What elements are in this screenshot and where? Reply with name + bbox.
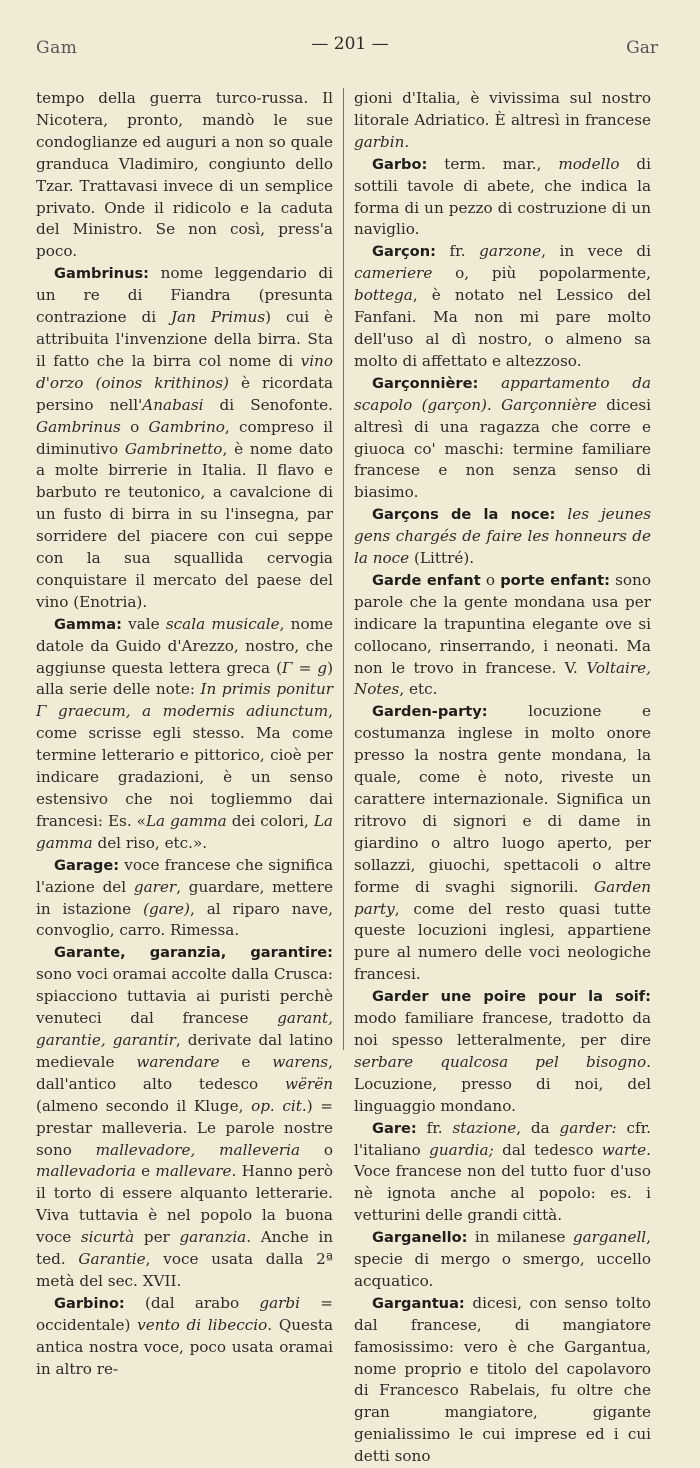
- entry-garcons-de-la-noce: Garçons de la noce: les jeunes gens chargés de faire les honneurs de la noce (Littré).: [354, 505, 652, 568]
- entry-garage: Garage: voce francese che significa l'azione del garer, guardare, mettere in istazione (gare), al riparo nave, convoglio, carro. Rimessa.: [36, 855, 333, 940]
- page-header: [0, 34, 700, 62]
- entry-gambrinus: Gambrinus: nome leggendario di un re di Fiandra (presunta contrazione di Jan Primus) cui è attribuita l'invenzione della birra. Sta il fatto che la birra col nome di vino d'orzo (oinos krithinos) è ricordata persino nell'Anabasi di Senofonte. Gambrinus o Gambrino, compreso il diminutivo Gambrinetto, è nome dato a molte birrerie in Italia. Il flavo e barbuto re teutonico, a cavalcione di un fusto di birra in su l'insegna, par sorridere del piacere con cui seppe con la sua squallida cervogia conquistare il mercato del paese del vino (Enotria).: [36, 264, 333, 611]
- headword: Garage:: [54, 856, 120, 874]
- header-right-guide: Gar: [626, 38, 658, 58]
- headword: Garder une poire pour la soif:: [372, 988, 651, 1006]
- left-column: [36, 88, 333, 1380]
- entry-continuation: tempo della guerra turco-russa. Il Nicotera, pronto, mandò le sue condoglianze ed auguri a non so quale granduca Vladimiro, congiunto dello Tzar. Trattavasi invece di un semplice privato. Onde il ridicolo e la caduta del Ministro. Se non così, press'a poco.: [36, 89, 333, 261]
- page-number: — 201 —: [311, 34, 389, 54]
- entry-gare: Gare: fr. stazione, da garder: cfr. l'italiano guardia; dal tedesco warte. Voce francese non del tutto fuor d'uso nè ignota anche al popolo: es. i vetturini delle grandi città.: [354, 1118, 652, 1225]
- entry-garganello: Garganello: in milanese garganell, specie di mergo o smergo, uccello acquatico.: [354, 1228, 651, 1290]
- entry-gargantua: Gargantua: dicesi, con senso tolto dal francese, di mangiatore famosissimo: vero è che Gargantua, nome proprio e titolo del capolavoro di Francesco Rabelais, fu oltre che gran mangiatore, gigante genialissimo le cui imprese ed i cui detti sono: [354, 1293, 651, 1466]
- headword: Gargantua:: [372, 1294, 465, 1312]
- right-column: [354, 88, 651, 1468]
- headword: Garden-party:: [372, 703, 488, 721]
- headword: Garbino:: [54, 1294, 125, 1312]
- entry-continuation: gioni d'Italia, è vivissima sul nostro litorale Adriatico. È altresì in francese garbin.: [354, 89, 651, 151]
- entry-garden-party: Garden-party: locuzione e costumanza inglese in molto onore presso la nostra gente mondana, la quale, come è noto, riveste un carattere internazionale. Significa un ritrovo di signori e di dame in giardino o altro luogo aperto, per sollazzi, giuochi, spettacoli o altre forme di svaghi signorili. Garden party, come del resto quasi tutte queste locuzioni inglesi, appartiene pure al numero delle voci neologiche francesi.: [354, 702, 651, 984]
- headword-alt: porte enfant:: [500, 571, 610, 589]
- headword: Garbo:: [372, 155, 428, 173]
- headword: Garçons de la noce:: [372, 506, 556, 524]
- headword: Garante, garanzia, garantire:: [54, 944, 333, 962]
- headword: Garçonnière:: [372, 374, 479, 392]
- column-divider: [343, 88, 344, 1050]
- entry-garbino: Garbino: (dal arabo garbi = occidentale) vento di libeccio. Questa antica nostra voce, poco usata oramai in altro re-: [36, 1293, 333, 1378]
- entry-garconniere: Garçonnière: appartamento da scapolo (garçon). Garçonnière dicesi altresì di una ragazza che corre e giuoca co' maschi: termine familiare francese e non senza senso di biasimo.: [354, 373, 652, 502]
- headword: Gamma:: [54, 615, 122, 633]
- headword: Garde enfant: [372, 571, 481, 589]
- headword: Garçon:: [372, 243, 436, 261]
- entry-garcon: Garçon: fr. garzone, in vece di cameriere o, più popolarmente, bottega, è notato nel Lessico del Fanfani. Ma non mi pare molto dell'uso al dì nostro, o almeno sa molto di affettato e altezzoso.: [354, 242, 652, 370]
- entry-garbo: Garbo: term. mar., modello di sottili tavole di abete, che indica la forma di un pezzo di costruzione di un naviglio.: [354, 154, 651, 239]
- entry-garante: Garante, garanzia, garantire: sono voci oramai accolte dalla Crusca: spiacciono tuttavia ai puristi perchè venuteci dal francese garant, garantie, garantir, derivate dal latino medievale warendare e warens, dall'antico alto tedesco wërën (almeno secondo il Kluge, op. cit.) = prestar malleveria. Le parole nostre sono mallevadore, malleveria o mallevadoria e mallevare. Hanno però il torto di essere alquanto letterarie. Viva tuttavia è nel popolo la buona voce sicurtà per garanzia. Anche in ted. Garantie, voce usata dalla 2ª metà del sec. XVII.: [36, 944, 333, 1290]
- entry-garder-une-poire: Garder une poire pour la soif: modo familiare francese, tradotto da noi spesso letteralmente, per dire serbare qualcosa pel bisogno. Locuzione, presso di noi, del linguaggio mondano.: [354, 988, 651, 1115]
- entry-garde-enfant: Garde enfant o porte enfant: sono parole che la gente mondana usa per indicare la trapuntina elegante ove si collocano, rinserrando, i neonati. Ma non le trovo in francese. V. Voltaire, Notes, etc.: [354, 570, 651, 699]
- entry-gamma: Gamma: vale scala musicale, nome datole da Guido d'Arezzo, nostro, che aggiunse questa lettera greca (Γ = g) alla serie delle note: In primis ponitur Γ graecum, a modernis adiunctum, come scrisse egli stesso. Ma come termine letterario e pittorico, cioè per indicare gradazioni, è un senso estensivo che noi togliemmo dai francesi: Es. «La gamma dei colori, La gamma del riso, etc.».: [36, 614, 333, 852]
- headword: Gambrinus:: [54, 265, 149, 283]
- headword: Gare:: [372, 1119, 417, 1137]
- header-left-guide: Gam: [36, 38, 78, 58]
- headword: Garganello:: [372, 1229, 468, 1247]
